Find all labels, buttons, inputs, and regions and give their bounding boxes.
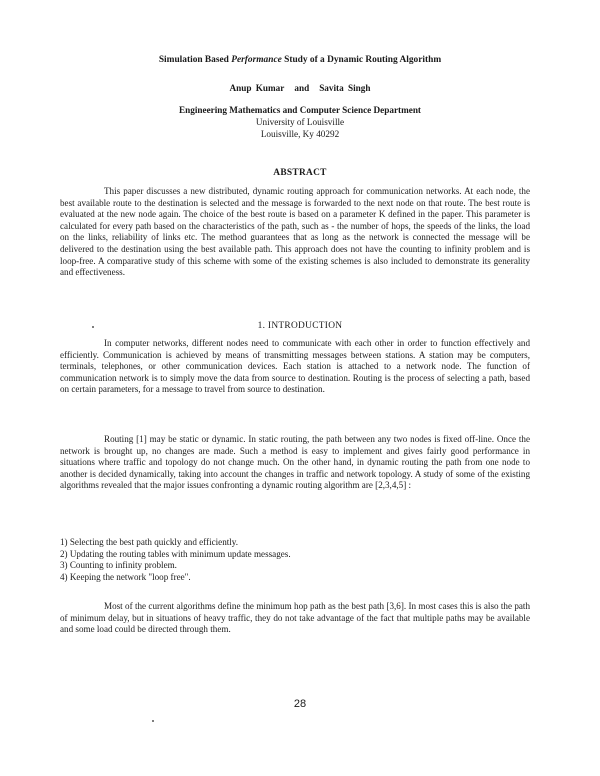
intro-paragraph-3-text: Most of the current algorithms define the minimum hop path as the best path [3,6]. In most cases this is also the path of minimum delay, but in situations of heavy traffic, they do not take advantage of the fact that multiple paths may be available and some load could be directed through them. <box>60 601 530 635</box>
issues-list <box>60 537 530 583</box>
scan-speck <box>92 326 94 328</box>
list-item: 4) Keeping the network "loop free". <box>60 571 191 582</box>
author-separator: and <box>294 83 310 93</box>
author-line <box>0 83 600 93</box>
affiliation-city: Louisville, Ky 40292 <box>260 129 340 139</box>
title-part-1: Simulation Based <box>158 55 232 65</box>
page-number: 28 <box>293 698 307 710</box>
affiliation-university: University of Louisville <box>255 117 345 127</box>
affiliation-department: Engineering Mathematics and Computer Science Department <box>179 105 421 115</box>
intro-paragraph-2 <box>60 434 530 492</box>
title-italic-word: Performance <box>231 55 282 65</box>
intro-paragraph-2-text: Routing [1] may be static or dynamic. In static routing, the path between any two nodes is fixed off-line. Once the network is brought up, no changes are made. Such a method is easy to implement and gives fairly good performance in situations where traffic and topology do not change much. On the other hand, in dynamic routing the path from one node to another is decided dynamically, taking into account the changes in traffic and network topology. A study of some of the existing algorithms revealed that the major issues confronting a dynamic routing algorithm are [2,3,4,5] : <box>60 434 530 491</box>
paper-title <box>0 55 600 65</box>
abstract-text: This paper discusses a new distributed, dynamic routing approach for communication networks. At each node, the best available route to the destination is selected and the message is forwarded to the next node on that route. The best route is evaluated at the new node again. The choice of the best route is based on a parameter K defined in the paper. This parameter is calculated for every path based on the characteristics of the path, such as - the number of hops, the speeds of the links, the load on the links, reliability of links etc. The method guarantees that as long as the network is connected the message will be delivered to the destination using the best available path. This approach does not have the counting to infinity problem and is loop-free. A comparative study of this scheme with some of the existing schemes is also included to demonstrate its generality and effectiveness. <box>60 186 530 278</box>
list-item: 3) Counting to infinity problem. <box>60 560 177 571</box>
author-2: Savita Singh <box>319 83 371 93</box>
intro-paragraph-1-text: In computer networks, different nodes need to communicate with each other in order to function effectively and efficiently. Communication is achieved by means of transmitting messages between stations. A station may be computers, terminals, telephones, or other communication devices. Each station is attached to a network node. The function of communication network is to simply move the data from source to destination. Routing is the process of selecting a path, based on certain parameters, for a message to travel from source to destination. <box>60 338 530 395</box>
title-part-2: Study of a Dynamic Routing Algorithm <box>281 55 442 65</box>
list-item: 2) Updating the routing tables with minimum update messages. <box>60 548 291 559</box>
abstract-heading: ABSTRACT <box>273 168 327 178</box>
abstract-paragraph <box>60 186 530 279</box>
list-item: 1) Selecting the best path quickly and efficiently. <box>60 537 239 547</box>
author-1: Anup Kumar <box>229 83 285 93</box>
intro-paragraph-3 <box>60 601 530 636</box>
introduction-heading: 1. INTRODUCTION <box>257 321 343 331</box>
intro-paragraph-1 <box>60 338 530 396</box>
scan-speck <box>152 720 154 722</box>
